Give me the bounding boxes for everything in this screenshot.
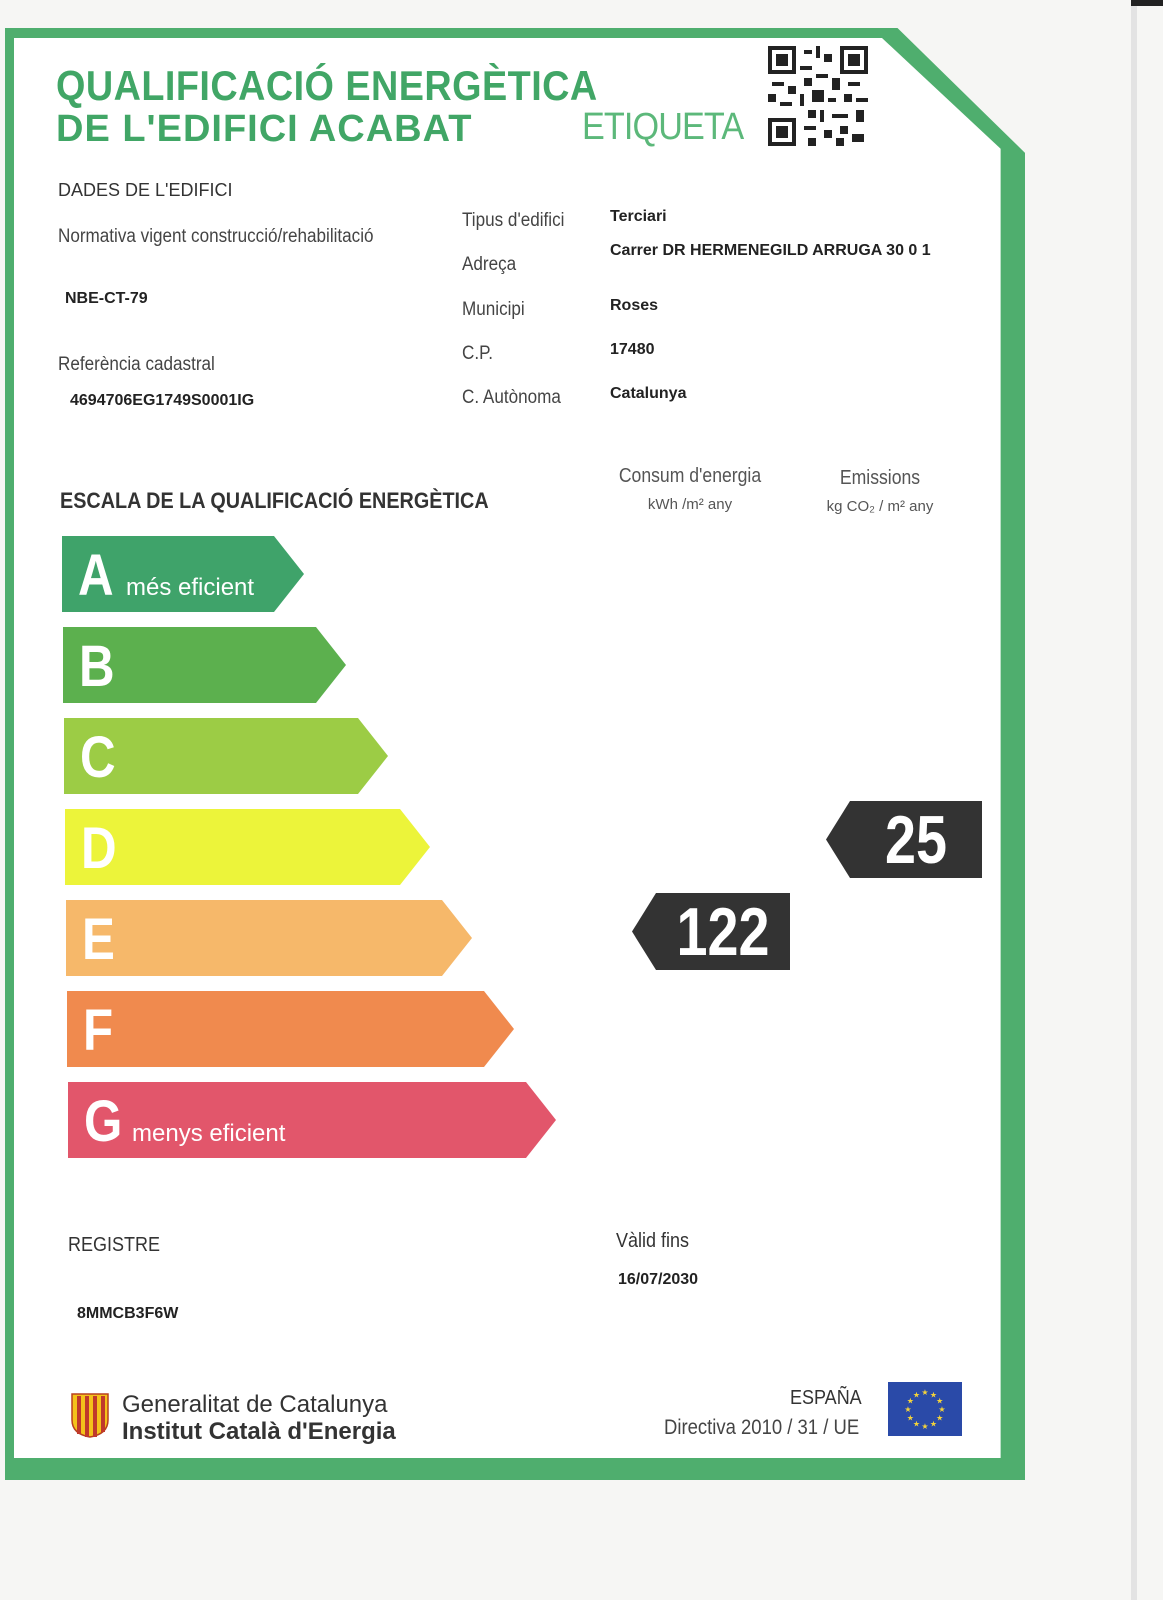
registre-value: 8MMCB3F6W — [77, 1305, 179, 1322]
institut-name: Institut Català d'Energia — [122, 1418, 396, 1445]
energy-class-description: menys eficient — [132, 1120, 286, 1147]
eu-flag-icon — [888, 1382, 962, 1436]
building-section-title: DADES DE L'EDIFICI — [58, 180, 233, 200]
energy-class-letter: A — [78, 543, 114, 608]
eu-star-icon: ★ — [904, 1405, 912, 1414]
eu-star-icon: ★ — [912, 1390, 921, 1400]
registre-label: REGISTRE — [68, 1234, 161, 1256]
energy-class-letter: B — [79, 634, 115, 699]
valid-value: 16/07/2030 — [618, 1271, 699, 1288]
generalitat-logo-icon — [70, 1392, 110, 1438]
energy-class-g — [68, 1082, 556, 1158]
energy-class-d — [65, 809, 430, 885]
emissions-value: 25 — [884, 801, 948, 878]
eu-star-icon: ★ — [929, 1390, 938, 1400]
energy-class-letter: D — [81, 816, 117, 881]
consum-unit: kWh /m² any — [647, 496, 733, 513]
emissions-unit: kg CO₂ / m² any — [826, 498, 934, 515]
energy-class-c — [64, 718, 388, 794]
consum-value: 122 — [676, 893, 770, 970]
field-value: 17480 — [610, 341, 655, 358]
energy-class-description: més eficient — [126, 574, 255, 601]
field-label: Adreça — [462, 254, 517, 275]
normativa-label: Normativa vigent construcció/rehabilitació — [58, 226, 374, 247]
scan-corner — [1131, 0, 1163, 6]
directiva-label: Directiva 2010 / 31 / UE — [664, 1416, 860, 1439]
consum-heading: Consum d'energia — [618, 465, 762, 487]
scan-edge — [1131, 0, 1137, 1600]
energy-class-letter: G — [84, 1089, 123, 1154]
field-value: Catalunya — [610, 385, 687, 402]
eu-star-icon: ★ — [938, 1405, 946, 1414]
etiqueta-label: ETIQUETA — [582, 106, 744, 148]
eu-star-icon: ★ — [912, 1419, 921, 1429]
scale-title: ESCALA DE LA QUALIFICACIÓ ENERGÈTICA — [60, 488, 489, 513]
title-line2: DE L'EDIFICI ACABAT — [56, 108, 473, 150]
eu-star-icon: ★ — [906, 1413, 914, 1423]
field-value: Terciari — [610, 208, 667, 225]
energy-class-arrow — [66, 900, 472, 976]
energy-class-letter: F — [83, 998, 114, 1063]
eu-star-icon: ★ — [936, 1413, 944, 1423]
eu-star-icon: ★ — [921, 1388, 929, 1397]
field-value: Carrer DR HERMENEGILD ARRUGA 30 0 1 — [610, 242, 931, 259]
energy-class-letter: C — [80, 725, 116, 790]
emissions-marker — [826, 801, 982, 878]
emissions-heading: Emissions — [839, 467, 921, 489]
consum-marker — [632, 893, 790, 970]
espana-label: ESPAÑA — [790, 1387, 862, 1409]
normativa-value: NBE-CT-79 — [65, 290, 148, 307]
energy-class-e — [66, 900, 472, 976]
energy-class-f — [67, 991, 514, 1067]
energy-class-arrow — [67, 991, 514, 1067]
field-label: C.P. — [462, 343, 494, 364]
field-label: Municipi — [462, 299, 525, 320]
field-label: Tipus d'edifici — [462, 210, 565, 231]
valid-label: Vàlid fins — [616, 1230, 690, 1252]
title-line1: QUALIFICACIÓ ENERGÈTICA — [56, 62, 598, 109]
eu-star-icon: ★ — [906, 1396, 914, 1406]
field-label: C. Autònoma — [462, 387, 561, 408]
eu-star-icon: ★ — [936, 1396, 944, 1406]
energy-class-arrow — [65, 809, 430, 885]
energy-class-a — [62, 536, 304, 612]
qr-code-icon — [768, 46, 868, 146]
ref-cadastral-value: 4694706EG1749S0001IG — [70, 392, 255, 409]
ref-cadastral-label: Referència cadastral — [58, 354, 215, 375]
eu-star-icon: ★ — [921, 1422, 929, 1431]
eu-star-icon: ★ — [929, 1419, 938, 1429]
energy-class-b — [63, 627, 346, 703]
field-value: Roses — [610, 297, 659, 314]
energy-class-letter: E — [82, 907, 115, 972]
generalitat-name: Generalitat de Catalunya — [122, 1391, 388, 1418]
